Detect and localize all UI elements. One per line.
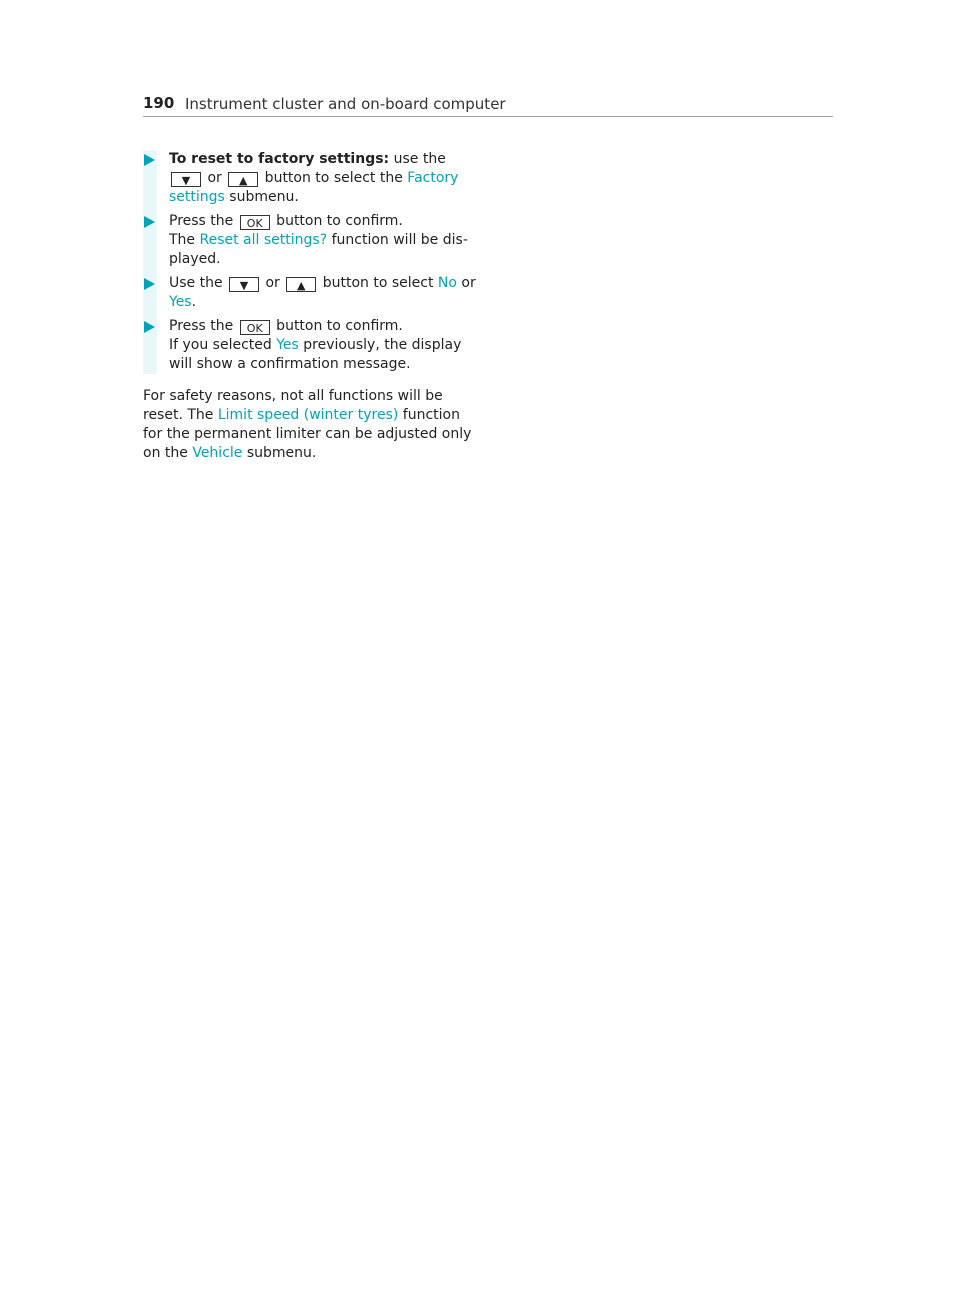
step-text: button to confirm. <box>271 213 403 229</box>
step-lead: To reset to factory settings: <box>169 151 390 167</box>
menu-item-vehicle: Vehicle <box>192 445 243 461</box>
step-text: or <box>261 275 285 291</box>
note-text: function for the permanent limiter can be adjusted only on the <box>143 407 472 461</box>
step-text: button to confirm. <box>271 318 403 334</box>
note-text: For safety reasons, not all functions will be reset. The <box>143 388 443 423</box>
down-button-icon: ▼ <box>171 172 201 187</box>
option-yes: Yes <box>276 337 299 353</box>
step-1 <box>143 150 483 207</box>
ok-button-icon: OK <box>240 320 270 335</box>
step-arrow-icon <box>144 154 155 166</box>
up-button-icon: ▲ <box>228 172 258 187</box>
step-text: button to select <box>318 275 438 291</box>
step-text: function will be dis- played. <box>169 232 468 267</box>
step-text: If you selected <box>169 337 277 353</box>
instruction-steps <box>143 150 483 379</box>
option-no: No <box>437 275 457 291</box>
step-text: The <box>169 232 200 248</box>
step-4 <box>143 317 483 374</box>
ok-button-icon: OK <box>240 215 270 230</box>
step-3 <box>143 274 483 312</box>
option-yes: Yes <box>169 294 192 310</box>
step-text: or <box>203 170 227 186</box>
down-button-icon: ▼ <box>229 277 259 292</box>
step-text: submenu. <box>224 189 299 205</box>
step-text: or <box>456 275 476 291</box>
step-text: button to select the <box>260 170 408 186</box>
step-arrow-icon <box>144 216 155 228</box>
menu-item-limit-speed: Limit speed (winter tyres) <box>217 407 399 423</box>
step-text: Press the <box>169 318 238 334</box>
menu-item-factory-settings: Factory settings <box>169 170 459 205</box>
step-text: . <box>191 294 197 310</box>
step-arrow-icon <box>144 278 155 290</box>
section-title: Instrument cluster and on-board computer <box>185 95 506 113</box>
step-text: use the <box>389 151 446 167</box>
step-2 <box>143 212 483 269</box>
page-header <box>143 94 833 117</box>
step-arrow-icon <box>144 321 155 333</box>
note-text: submenu. <box>242 445 317 461</box>
menu-item-reset-all: Reset all settings? <box>199 232 328 248</box>
step-text: previously, the display will show a confirmation message. <box>169 337 462 372</box>
step-text: Use the <box>169 275 228 291</box>
safety-note <box>143 387 483 463</box>
up-button-icon: ▲ <box>286 277 316 292</box>
page-number: 190 <box>143 94 175 112</box>
step-text: Press the <box>169 213 238 229</box>
